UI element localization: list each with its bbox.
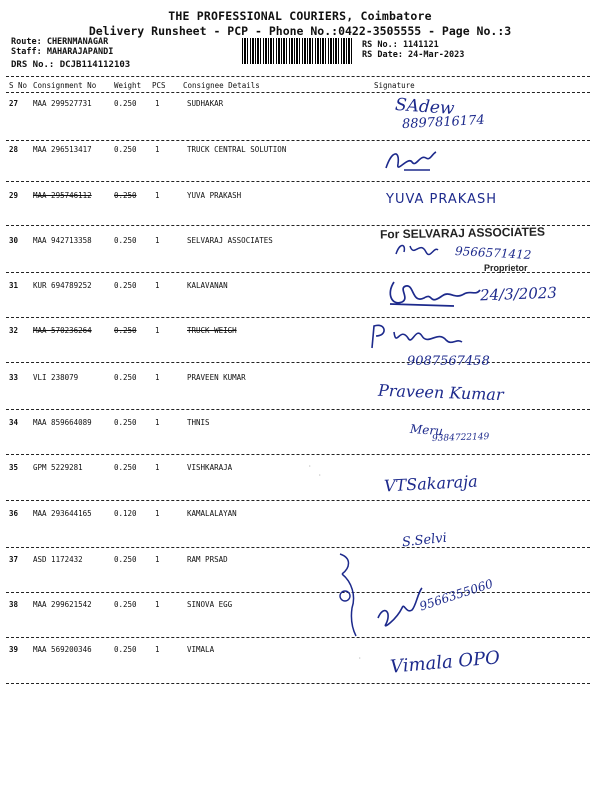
rs-number: RS No.: 1141121: [362, 40, 439, 50]
row-pcs: 1: [155, 326, 160, 335]
row-pcs: 1: [155, 99, 160, 108]
row-consignment: MAA 296513417: [33, 145, 92, 154]
row-divider: [6, 140, 590, 141]
signature-32-scribble: [366, 320, 466, 354]
drs-number: DRS No.: DCJB114112103: [11, 60, 131, 70]
row-divider: [6, 683, 590, 684]
row-consignment: MAA 859664089: [33, 418, 92, 427]
col-header-signature: Signature: [374, 81, 415, 90]
row-consignment: MAA 295746112: [33, 191, 92, 200]
row-consignee: SELVARAJ ASSOCIATES: [187, 236, 273, 245]
runsheet-subtitle: Delivery Runsheet - PCP - Phone No.:0422-3505555 - Page No.:3: [88, 24, 512, 38]
row-consignment: MAA 299621542: [33, 600, 92, 609]
signature-27-phone: 8897816174: [401, 112, 486, 133]
row-sno: 33: [9, 373, 19, 382]
proprietor-label: Proprietor: [484, 263, 528, 273]
row-consignment: KUR 694789252: [33, 281, 92, 290]
row-weight: 0.120: [114, 509, 137, 518]
row-consignee: KAMALALAYAN: [187, 509, 237, 518]
route-label: Route: CHERNMANAGAR: [11, 37, 109, 47]
row-divider: [6, 409, 590, 410]
row-sno: 38: [9, 600, 19, 609]
row-pcs: 1: [155, 600, 160, 609]
row-weight: 0.250: [114, 326, 137, 335]
col-header-weight: Weight: [114, 81, 142, 90]
col-header-pcs: PCS: [152, 81, 166, 90]
row-consignment: MAA 942713358: [33, 236, 92, 245]
scan-speck: ·: [308, 463, 312, 470]
row-consignee: SUDHAKAR: [187, 99, 224, 108]
row-weight: 0.250: [114, 555, 137, 564]
row-sno: 32: [9, 326, 19, 335]
row-sno: 29: [9, 191, 19, 200]
signature-34: Meru: [409, 421, 444, 439]
rs-date: RS Date: 24-Mar-2023: [362, 50, 465, 60]
row-sno: 34: [9, 418, 19, 427]
row-divider: [6, 500, 590, 501]
signature-31-date: 24/3/2023: [479, 283, 558, 305]
row-divider: [6, 181, 590, 182]
col-header-consignment: Consignment No: [33, 81, 97, 90]
row-weight: 0.250: [114, 463, 137, 472]
row-divider: [6, 362, 590, 363]
row-sno: 35: [9, 463, 19, 472]
row-pcs: 1: [155, 373, 160, 382]
signature-30-phone: 9566571412: [454, 244, 532, 262]
row-consignee: TRUCK CENTRAL SOLUTION: [187, 145, 287, 154]
signature-30-scribble: [392, 236, 442, 264]
row-sno: 36: [9, 509, 19, 518]
scan-speck: ·: [318, 472, 322, 479]
signature-27: SAdew: [394, 94, 456, 120]
row-consignment: GPM 5229281: [33, 463, 83, 472]
row-sno: 39: [9, 645, 19, 654]
signature-37-38-scribble: [332, 548, 522, 640]
row-consignment: MAA 293644165: [33, 509, 92, 518]
signature-33: Praveen Kumar: [377, 380, 504, 405]
row-divider: [6, 317, 590, 318]
row-sno: 27: [9, 99, 19, 108]
row-consignment: MAA 570236264: [33, 326, 92, 335]
signature-31-scribble: [384, 276, 484, 312]
row-weight: 0.250: [114, 418, 137, 427]
row-weight: 0.250: [114, 145, 137, 154]
row-consignment: MAA 299527731: [33, 99, 92, 108]
row-consignee: PRAVEEN KUMAR: [187, 373, 246, 382]
row-consignee: SINOVA EGG: [187, 600, 233, 609]
row-sno: 30: [9, 236, 19, 245]
row-sno: 31: [9, 281, 19, 290]
row-weight: 0.250: [114, 600, 137, 609]
row-pcs: 1: [155, 645, 160, 654]
scan-speck: ·: [358, 655, 362, 662]
row-weight: 0.250: [114, 99, 137, 108]
row-pcs: 1: [155, 555, 160, 564]
row-consignee: KALAVANAN: [187, 281, 228, 290]
signature-32-phone: 9087567458: [407, 354, 490, 369]
row-pcs: 1: [155, 236, 160, 245]
row-consignee: THNIS: [187, 418, 210, 427]
row-consignment: MAA 569200346: [33, 645, 92, 654]
row-weight: 0.250: [114, 373, 137, 382]
header-divider-bottom: [6, 92, 590, 93]
header-divider-top: [6, 76, 590, 77]
row-pcs: 1: [155, 191, 160, 200]
row-consignee: RAM PRSAD: [187, 555, 228, 564]
row-divider: [6, 454, 590, 455]
col-header-consignee: Consignee Details: [183, 81, 260, 90]
row-pcs: 1: [155, 509, 160, 518]
row-weight: 0.250: [114, 281, 137, 290]
row-weight: 0.250: [114, 236, 137, 245]
row-consignment: ASD 1172432: [33, 555, 83, 564]
signature-34-phone: 9384722149: [431, 432, 490, 444]
row-weight: 0.250: [114, 191, 137, 200]
signature-35: VTSakaraja: [383, 471, 479, 496]
row-pcs: 1: [155, 418, 160, 427]
signature-29: YUVA PRAKASH: [386, 192, 497, 207]
row-consignment: VLI 238079: [33, 373, 79, 382]
row-consignee: VISHKARAJA: [187, 463, 233, 472]
signature-39: Vimala OPO: [389, 647, 501, 678]
row-sno: 28: [9, 145, 19, 154]
company-stamp: For SELVARAJ ASSOCIATES: [379, 224, 546, 242]
barcode-icon: [242, 38, 354, 64]
signature-36: S.Selvi: [401, 530, 448, 551]
row-pcs: 1: [155, 463, 160, 472]
staff-label: Staff: MAHARAJAPANDI: [11, 47, 114, 57]
row-sno: 37: [9, 555, 19, 564]
signature-28-scribble: [382, 148, 442, 178]
row-consignee: TRUCK WEIGH: [187, 326, 237, 335]
company-title: THE PROFESSIONAL COURIERS, Coimbatore: [168, 9, 432, 23]
row-pcs: 1: [155, 145, 160, 154]
row-weight: 0.250: [114, 645, 137, 654]
row-consignee: YUVA PRAKASH: [187, 191, 242, 200]
col-header-sno: S No: [9, 81, 28, 90]
signature-38-phone: 9566355060: [417, 576, 495, 614]
row-pcs: 1: [155, 281, 160, 290]
row-consignee: VIMALA: [187, 645, 215, 654]
